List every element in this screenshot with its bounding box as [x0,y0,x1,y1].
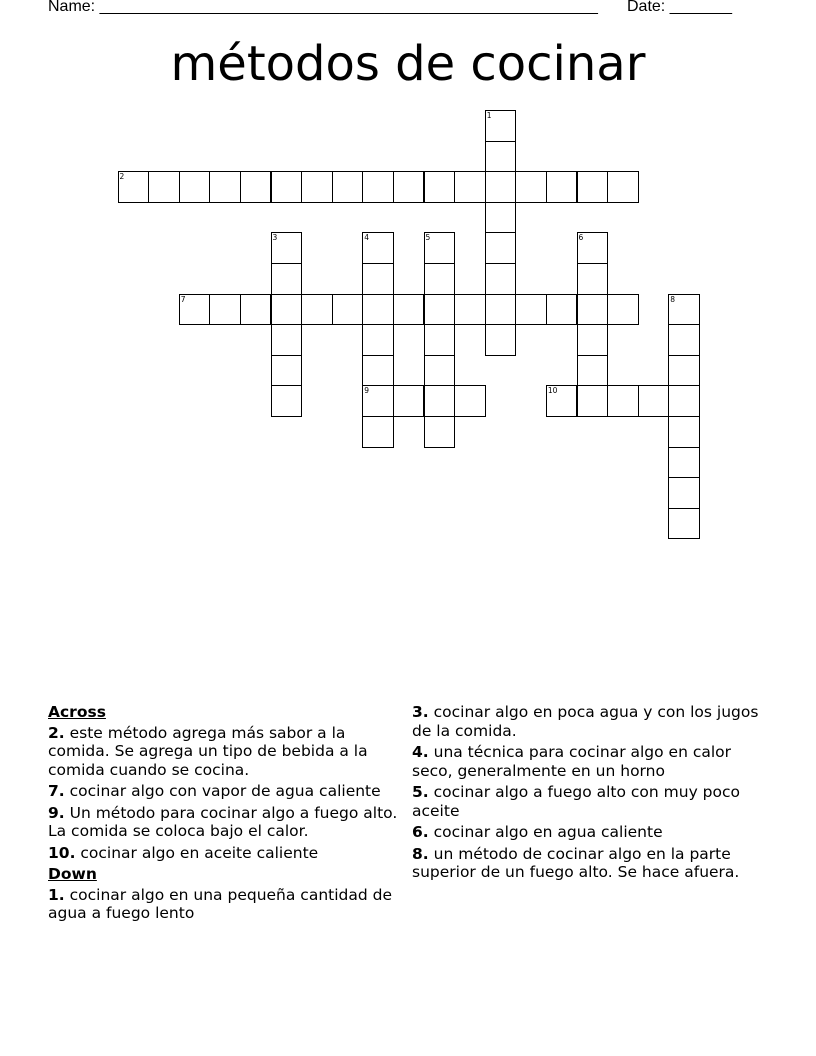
crossword-cell[interactable] [424,385,456,417]
crossword-cell[interactable] [362,232,394,264]
crossword-cell[interactable] [362,416,394,448]
crossword-cell[interactable] [362,294,394,326]
crossword-cell[interactable] [668,508,700,540]
crossword-cell[interactable] [577,324,609,356]
clue-across-2: 2. este método agrega más sabor a la comida. Se agrega un tipo de bebida a la comida cuando se cocina. [48,723,368,779]
crossword-cell[interactable] [393,385,425,417]
crossword-cell[interactable] [577,294,609,326]
crossword-cell[interactable] [668,385,700,417]
crossword-cell[interactable] [607,294,639,326]
crossword-cell[interactable] [485,171,517,203]
crossword-cell[interactable] [118,171,150,203]
crossword-cell[interactable] [668,294,700,326]
clues-column-right [412,703,762,885]
clue-down-8: 8. un método de cocinar algo en la parte superior de un fuego alto. Se hace afuera. [412,844,740,881]
crossword-cell[interactable] [668,447,700,479]
crossword-cell[interactable] [240,171,272,203]
crossword-cell[interactable] [515,294,547,326]
crossword-cell[interactable] [546,385,578,417]
crossword-cell[interactable] [668,477,700,509]
crossword-cell[interactable] [271,171,303,203]
crossword-cell[interactable] [607,385,639,417]
clue-number-label: 8 [670,294,676,304]
clues-column-left [48,703,400,926]
clue-number-label: 4 [364,233,370,243]
date-field[interactable]: Date: _______ [627,0,732,15]
crossword-cell[interactable] [209,171,241,203]
crossword-cell[interactable] [271,263,303,295]
name-field[interactable]: Name: ________________________________________________________ [48,0,598,15]
crossword-cell[interactable] [271,324,303,356]
crossword-cell[interactable] [393,171,425,203]
crossword-cell[interactable] [179,294,211,326]
clue-down-1: 1. cocinar algo en una pequeña cantidad de agua a fuego lento [48,885,393,922]
crossword-cell[interactable] [485,294,517,326]
crossword-cell[interactable] [424,294,456,326]
crossword-cell[interactable] [301,294,333,326]
crossword-cell[interactable] [485,324,517,356]
clue-down-4: 4. una técnica para cocinar algo en calor seco, generalmente en un horno [412,743,732,780]
crossword-cell[interactable] [271,385,303,417]
crossword-cell[interactable] [577,385,609,417]
crossword-cell[interactable] [271,355,303,387]
clue-number-label: 2 [119,172,125,182]
crossword-cell[interactable] [424,355,456,387]
clue-number-label: 3 [272,233,278,243]
crossword-cell[interactable] [393,294,425,326]
crossword-cell[interactable] [424,263,456,295]
crossword-cell[interactable] [485,263,517,295]
crossword-cell[interactable] [362,263,394,295]
crossword-cell[interactable] [424,171,456,203]
crossword-cell[interactable] [485,141,517,173]
crossword-cell[interactable] [454,171,486,203]
clue-across-9: 9. Un método para cocinar algo a fuego alto. La comida se coloca bajo el calor. [48,803,398,840]
crossword-cell[interactable] [271,232,303,264]
clue-across-10: 10. cocinar algo en aceite caliente [48,843,319,862]
clue-number-label: 6 [578,233,584,243]
crossword-cell[interactable] [148,171,180,203]
crossword-cell[interactable] [577,171,609,203]
crossword-cell[interactable] [454,294,486,326]
crossword-cell[interactable] [240,294,272,326]
crossword-cell[interactable] [668,355,700,387]
crossword-cell[interactable] [362,324,394,356]
crossword-cell[interactable] [485,110,517,142]
crossword-cell[interactable] [424,416,456,448]
clue-down-5: 5. cocinar algo a fuego alto con muy poco aceite [412,783,741,820]
clue-down-6: 6. cocinar algo en agua caliente [412,823,663,841]
crossword-cell[interactable] [577,263,609,295]
clue-down-3: 3. cocinar algo en poca agua y con los jugos de la comida. [412,703,759,740]
crossword-cell[interactable] [179,171,211,203]
clue-number-label: 1 [486,111,492,120]
clue-number-label: 10 [547,386,558,396]
crossword-cell[interactable] [424,232,456,264]
clue-number-label: 5 [425,233,431,243]
crossword-cell[interactable] [485,232,517,264]
crossword-cell[interactable] [546,294,578,326]
crossword-cell[interactable] [301,171,333,203]
clue-number-label: 7 [180,294,186,304]
crossword-cell[interactable] [668,416,700,448]
crossword-cell[interactable] [271,294,303,326]
crossword-cell[interactable] [362,385,394,417]
crossword-cell[interactable] [332,294,364,326]
crossword-cell[interactable] [424,324,456,356]
crossword-cell[interactable] [362,171,394,203]
crossword-cell[interactable] [577,355,609,387]
crossword-cell[interactable] [638,385,670,417]
across-heading: Across [48,703,106,721]
crossword-cell[interactable] [454,385,486,417]
crossword-cell[interactable] [607,171,639,203]
crossword-cell[interactable] [332,171,364,203]
down-heading: Down [48,865,97,883]
clue-across-7: 7. cocinar algo con vapor de agua caliente [48,782,381,800]
crossword-cell[interactable] [668,324,700,356]
page-title: métodos de cocinar [170,36,646,92]
crossword-cell[interactable] [577,232,609,264]
crossword-cell[interactable] [362,355,394,387]
crossword-cell[interactable] [546,171,578,203]
crossword-cell[interactable] [485,202,517,234]
clue-number-label: 9 [364,386,370,396]
crossword-cell[interactable] [209,294,241,326]
crossword-cell[interactable] [515,171,547,203]
